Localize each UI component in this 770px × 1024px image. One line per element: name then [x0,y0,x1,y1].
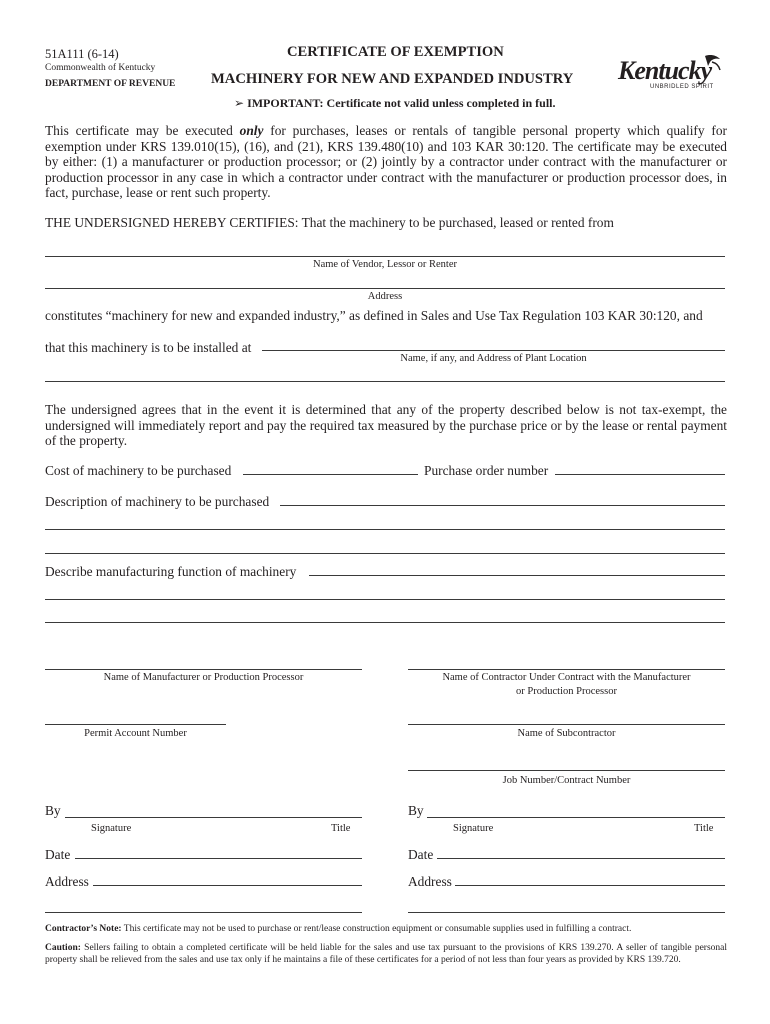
contractor-name-line[interactable] [408,669,725,670]
job-number-line[interactable] [408,770,725,771]
constitutes-text: constitutes “machinery for new and expanded industry,” as defined in Sales and Use Tax Regulation 103 KAR 30:120, and [45,308,703,323]
date-line-left[interactable] [75,858,362,859]
title-caption-right: Title [694,823,714,834]
function-line-1[interactable] [309,575,725,576]
arrow-bullet-icon: ➢ [234,96,245,110]
department-label: DEPARTMENT OF REVENUE [45,79,176,89]
important-text: IMPORTANT: Certificate not valid unless completed in full. [247,96,556,110]
intro-emphasis: only [239,123,264,138]
po-label: Purchase order number [424,463,549,478]
logo-wordmark: Kentucky [618,56,712,85]
address-line-right-1[interactable] [455,885,725,886]
date-label-left: Date [45,847,71,862]
by-label-right: By [408,803,424,818]
certifies-text: THE UNDERSIGNED HEREBY CERTIFIES: That the machinery to be purchased, leased or rented from [45,215,614,230]
signature-caption-right: Signature [453,823,494,834]
permit-account-line[interactable] [45,724,226,725]
plant-location-line-2[interactable] [45,381,725,382]
subcontractor-caption: Name of Subcontractor [517,728,616,739]
caution-label: Caution: [45,943,81,953]
manufacturer-name-line[interactable] [45,669,362,670]
description-label: Description of machinery to be purchased [45,494,270,509]
plant-location-caption: Name, if any, and Address of Plant Location [400,353,587,364]
contractor-note-label: Contractor’s Note: [45,924,122,934]
function-line-3[interactable] [45,622,725,623]
manufacturer-caption: Name of Manufacturer or Production Processor [103,672,304,683]
description-line-3[interactable] [45,553,725,554]
installed-at-label: that this machinery is to be installed at [45,340,252,355]
signature-line-right[interactable] [427,817,725,818]
signature-caption-left: Signature [91,823,132,834]
logo-tagline: UNBRIDLED SPIRIT [650,84,714,90]
date-label-right: Date [408,847,434,862]
job-number-caption: Job Number/Contract Number [502,775,631,786]
plant-location-line[interactable] [262,350,725,351]
intro-text-1: This certificate may be executed [45,123,240,138]
vendor-address-caption: Address [367,291,403,302]
contractor-note [45,923,735,935]
contractor-note-text: This certificate may not be used to purchase or rent/lease construction equipment or consumable supplies used in fulfilling a contract. [121,924,632,934]
title-caption-left: Title [331,823,351,834]
contractor-caption-1: Name of Contractor Under Contract with the Manufacturer [442,672,691,683]
address-label-right: Address [408,874,452,889]
by-label-left: By [45,803,61,818]
agreement-paragraph: The undersigned agrees that in the event it is determined that any of the property described below is not tax-exempt, the undersigned will immediately report and pay the required tax measured by the purchase price or by the lease or rental payment of the property. [45,402,727,449]
address-line-right-2[interactable] [408,912,725,913]
description-line-2[interactable] [45,529,725,530]
function-label: Describe manufacturing function of machinery [45,564,297,579]
description-line-1[interactable] [280,505,725,506]
signature-line-left[interactable] [65,817,362,818]
important-notice [234,96,556,111]
vendor-address-line[interactable] [45,288,725,289]
permit-caption: Permit Account Number [84,728,187,739]
date-line-right[interactable] [437,858,725,859]
commonwealth-label: Commonwealth of Kentucky [45,63,156,73]
contractor-caption-2: or Production Processor [516,686,617,697]
cost-input-line[interactable] [243,474,418,475]
intro-paragraph [45,123,727,201]
intro-text-2: for purchases, leases or rentals of tangible personal property which qualify for exemption under KRS 139.010(15), (16), and (21), KRS 139.480(10) and 103 KAR 30:120. The certificate may be executed by either: (1) a manufacturer or production processor; or (2) jointly by a contractor under contract with the manufacturer or production processor in any case in which a contractor under contract with the manufacturer or production processor does, in fact, purchase, lease or rent such property. [45,123,727,201]
vendor-name-line[interactable] [45,256,725,257]
caution-note [45,943,727,967]
function-line-2[interactable] [45,599,725,600]
kentucky-logo [612,50,732,95]
address-line-left-1[interactable] [93,885,362,886]
subcontractor-line[interactable] [408,724,725,725]
cost-label: Cost of machinery to be purchased [45,463,232,478]
address-line-left-2[interactable] [45,912,362,913]
vendor-caption: Name of Vendor, Lessor or Renter [312,259,457,270]
title-line-2: MACHINERY FOR NEW AND EXPANDED INDUSTRY [211,71,574,87]
po-input-line[interactable] [555,474,725,475]
caution-text: Sellers failing to obtain a completed certificate will be held liable for the sales and use tax pursuant to the provisions of KRS 139.270. A seller of tangible personal property shall be relieved from the sales and use tax only if he maintains a file of these certificates for a period of not less than four years as provided by KRS 139.720. [45,943,727,965]
title-line-1: CERTIFICATE OF EXEMPTION [287,44,504,60]
address-label-left: Address [45,874,89,889]
form-number: 51A111 (6-14) [45,47,119,61]
